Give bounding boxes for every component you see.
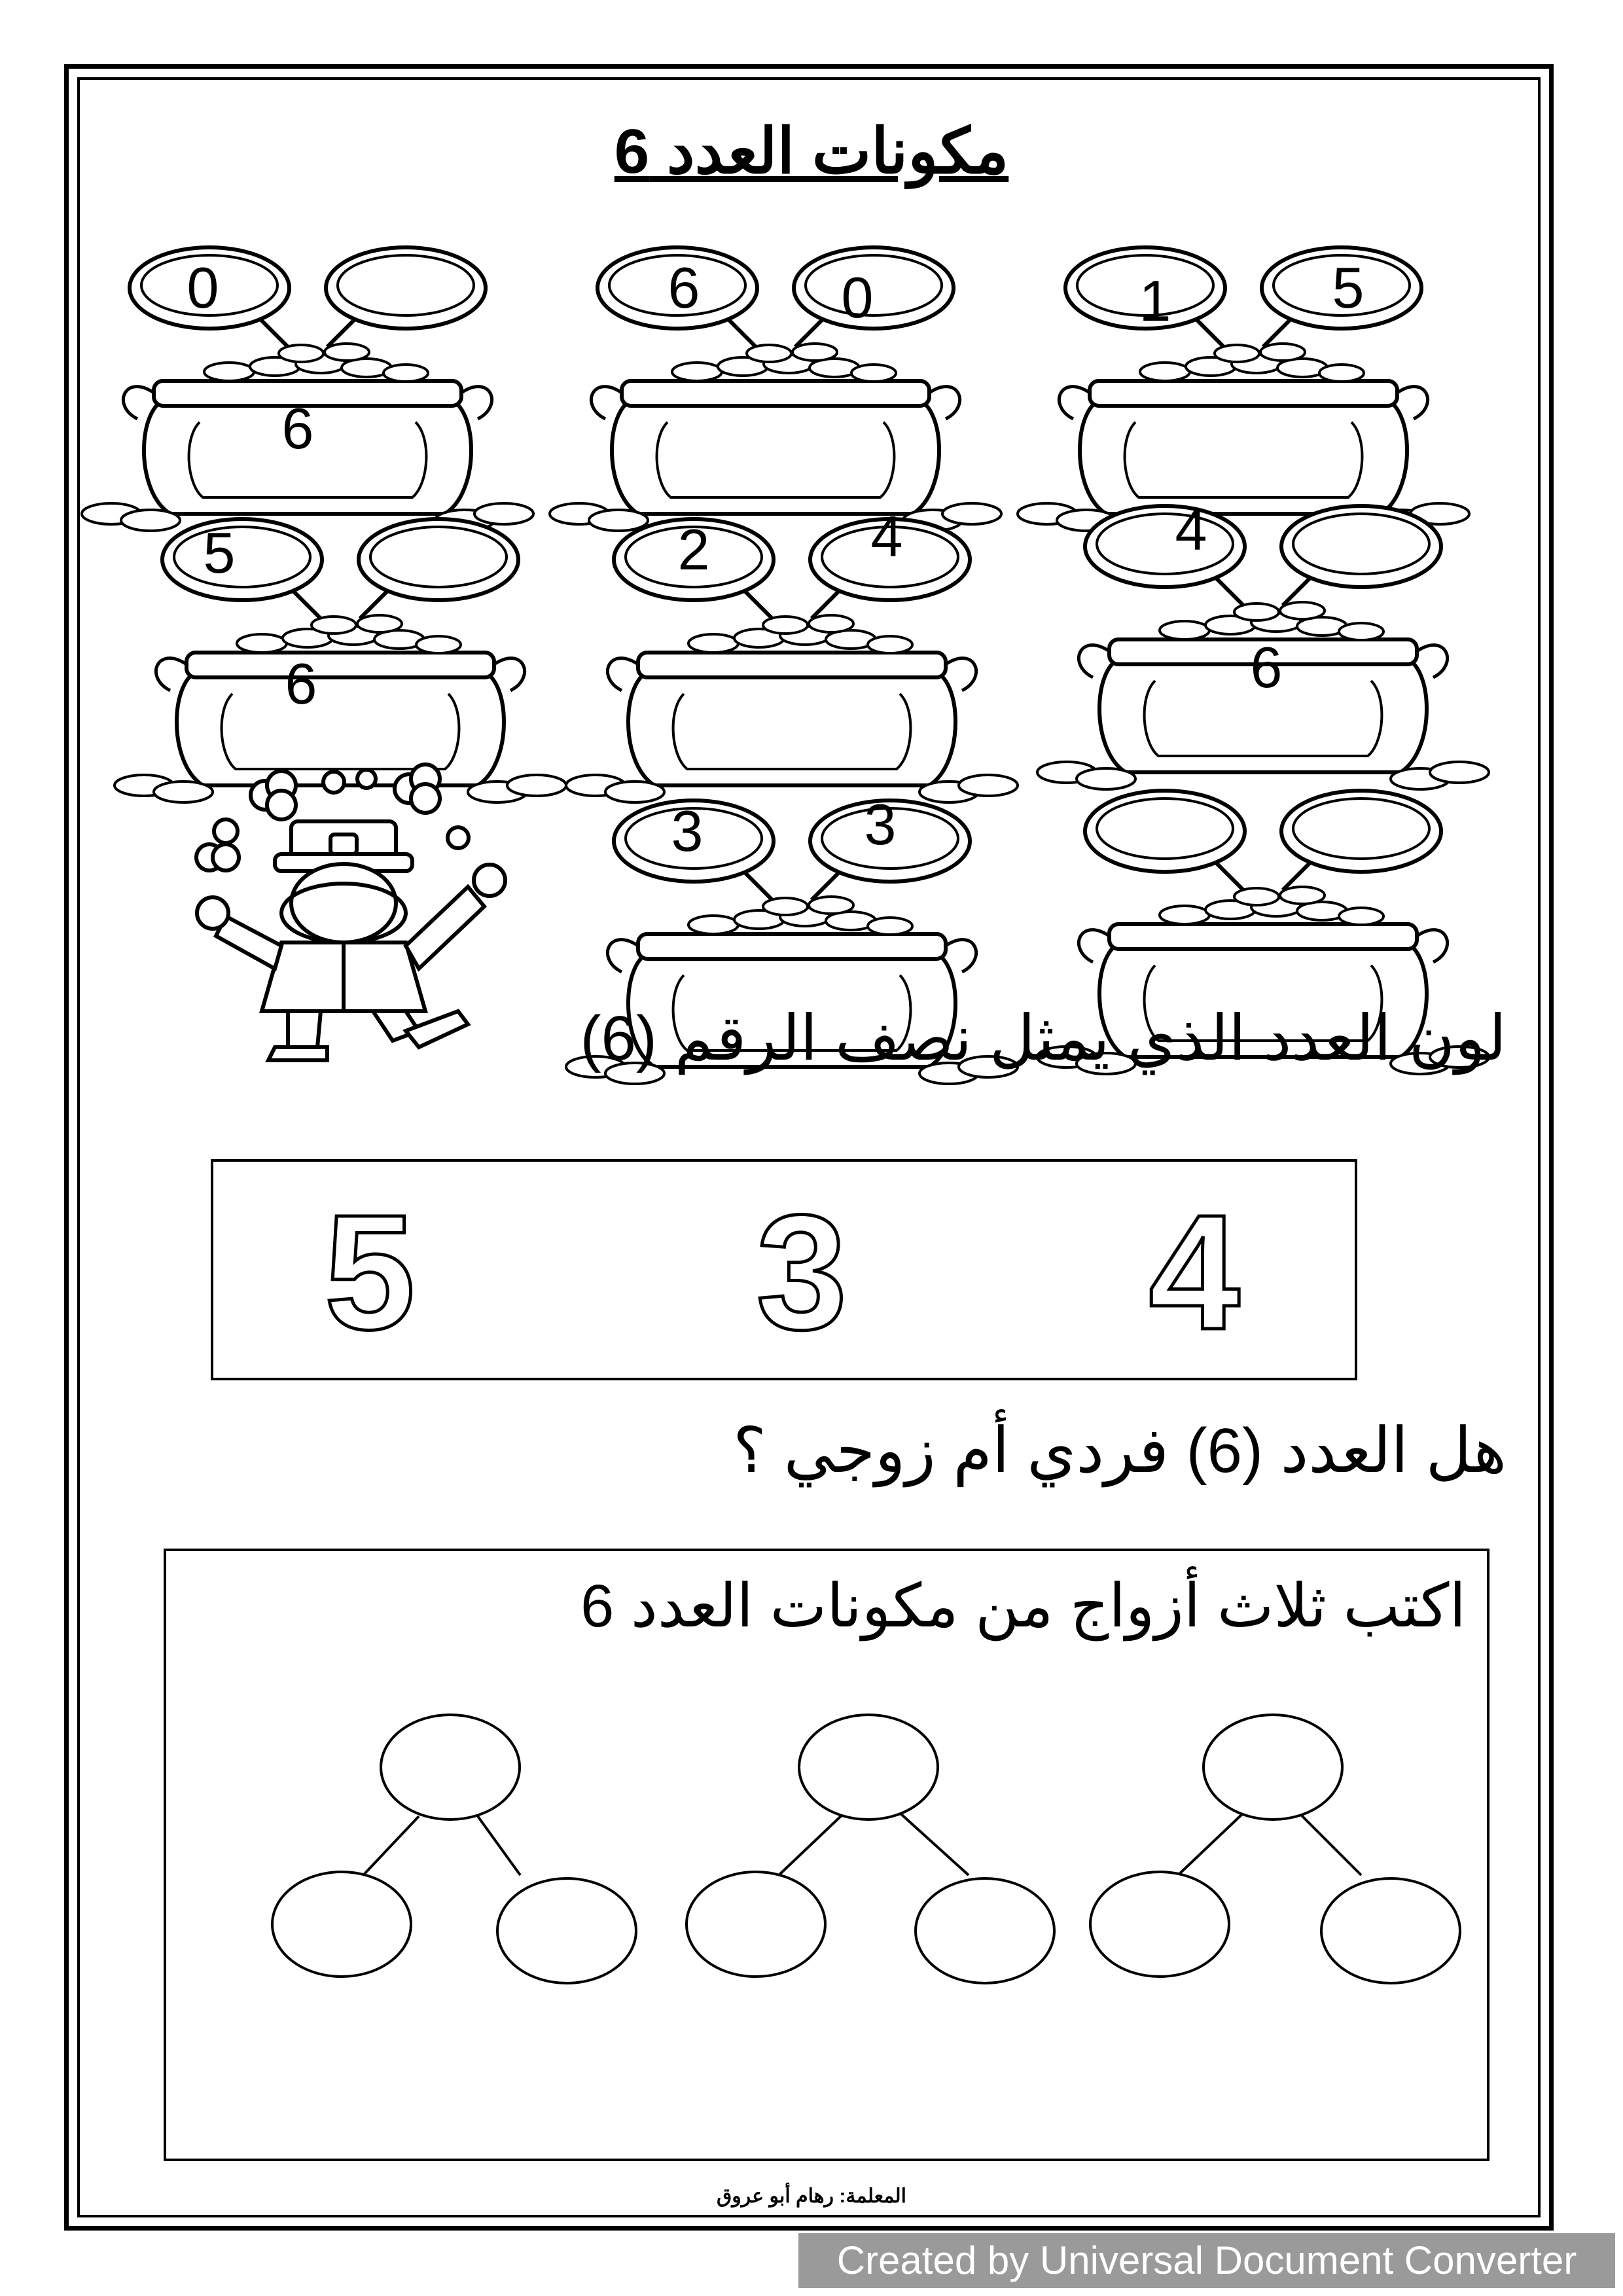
choice-number-3[interactable]: 3 [756, 1181, 847, 1363]
pot-5 [566, 519, 1018, 802]
pot-6-center-number: 6 [1250, 635, 1283, 700]
pot-3-right-number: 5 [1332, 255, 1364, 320]
pot-2-right-number: 0 [841, 265, 874, 330]
leprechaun-illustration [196, 764, 505, 1060]
pot-4-center-number: 6 [285, 651, 317, 716]
converter-watermark: Created by Universal Document Converter [798, 2233, 1615, 2288]
choice-number-5[interactable]: 5 [324, 1181, 416, 1363]
task-write-pairs: اكتب ثلاث أزواج من مكونات العدد 6 [580, 1573, 1466, 1640]
pot-6-left-number: 4 [1175, 497, 1207, 562]
pot-5-left-number: 2 [677, 517, 710, 582]
pot-1-center-number: 6 [281, 396, 314, 461]
pot-5-right-number: 4 [870, 504, 903, 569]
pot-4-left-number: 5 [203, 520, 236, 585]
pot-7-left-number: 3 [671, 798, 704, 863]
pot-4 [115, 519, 566, 802]
pot-3 [1018, 247, 1469, 531]
question-odd-even: هل العدد (6) فردي أم زوجي ؟ [733, 1416, 1507, 1486]
pot-2 [550, 247, 1001, 531]
page-title: مكونات العدد 6 [614, 117, 1009, 187]
question-color-half: لون العدد الذي يمثل نصف الرقم (6) [580, 1003, 1507, 1073]
choice-numbers-box [211, 1159, 1357, 1380]
pot-1-left-number: 0 [187, 255, 219, 320]
pot-1 [82, 247, 533, 531]
choice-number-4[interactable]: 4 [1149, 1181, 1240, 1363]
pot-3-left-number: 1 [1139, 268, 1171, 333]
pot-2-left-number: 6 [668, 255, 700, 320]
teacher-name: المعلمة: رهام أبو عروق [716, 2185, 907, 2207]
pot-7-right-number: 3 [864, 792, 897, 857]
